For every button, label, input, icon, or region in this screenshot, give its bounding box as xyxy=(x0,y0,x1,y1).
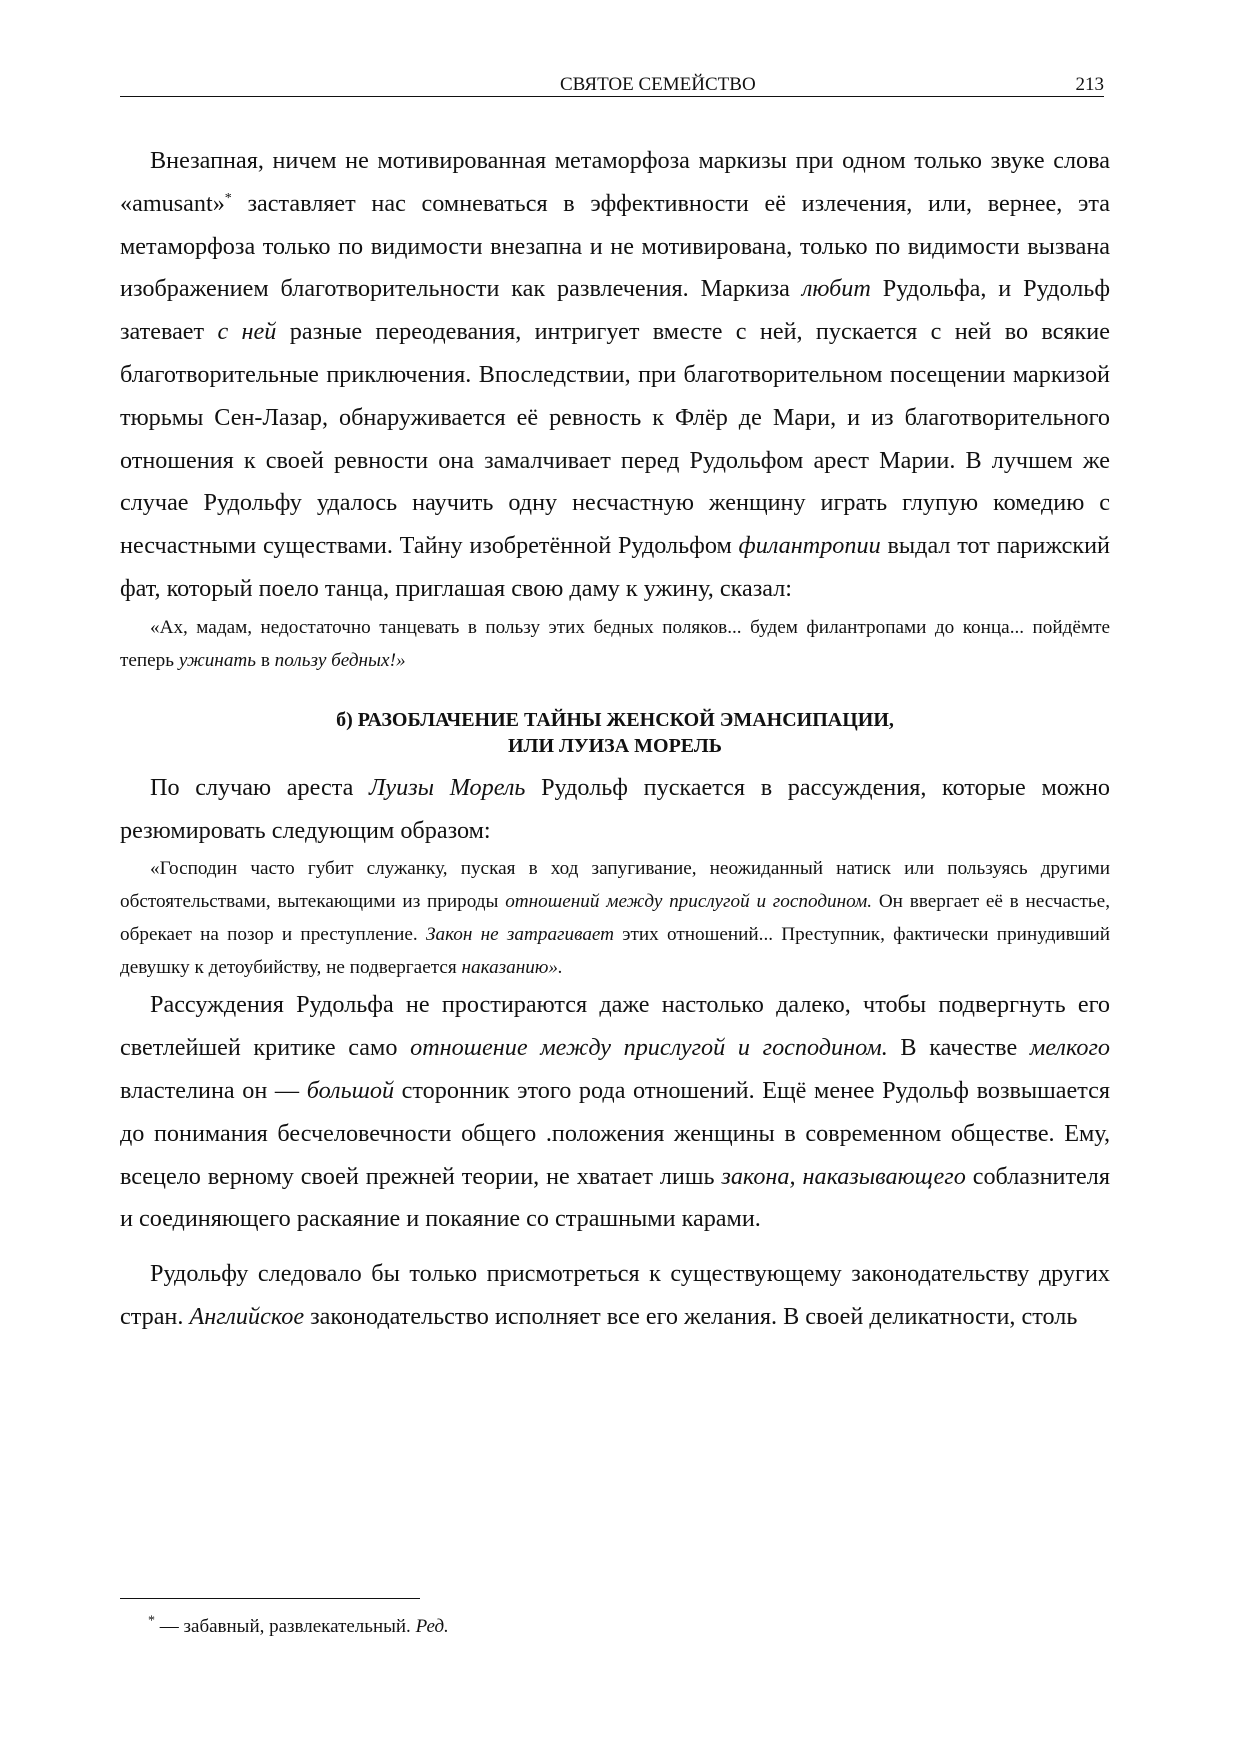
paragraph-1-text-4: разные переодевания, интригует вместе с ней, пускается с ней во всякие благотворительные приключения. Впоследствии, при благотворительном посещении маркизой тюрьмы Сен-Лазар, обнаруживается её ревность к Флёр де Мари, и из благотворительного отношения к своей ревности она замалчивает перед Рудольфом арест Марии. В лучшем же случае Рудольфу удалось научить одну несчастную женщину играть глупую комедию с несчастными существами. Тайну изобретённой Рудольфом xyxy=(120,318,1110,560)
footnote-mark: * xyxy=(148,1613,155,1629)
paragraph-1-italic-1: любит xyxy=(801,275,871,303)
page-number: 213 xyxy=(1075,74,1104,95)
paragraph-1 xyxy=(120,140,1110,611)
paragraph-3-text-2: В качестве xyxy=(887,1034,1030,1062)
paragraph-4 xyxy=(120,1253,1110,1339)
footnote-reference: * xyxy=(224,190,232,206)
paragraph-4-italic-1: Английское xyxy=(189,1302,305,1330)
paragraph-4-text-1: Рудольфу следовало бы только присмотреться к существующему законодательству других стран. xyxy=(120,1260,1110,1330)
paragraph-3-text-1: Рассуждения Рудольфа не простираются даже настолько далеко, чтобы подвергнуть его светлейшей критике само xyxy=(120,991,1110,1062)
paragraph-1-text-3: Рудольфа, и Рудольф затевает xyxy=(120,275,1111,346)
paragraph-3-text-5: соблазнителя и соединяющего раскаяние и покаяние со страшными карами. xyxy=(120,1162,1110,1233)
quotation-2-text-3: этих отношений... Преступник, фактически принудивший девушку к детоубийству, не подвергается xyxy=(120,924,1110,979)
quotation-2-text-1: «Господин часто губит служанку, пуская в ход запугивание, неожиданный натиск или пользуясь другими обстоятельствами, вытекающими из природы xyxy=(120,858,1110,913)
paragraph-2-text-2: Рудольф пускается в рассуждения, которые можно резюмировать следующим образом: xyxy=(120,773,1111,844)
quotation-1-text-1: «Ах, мадам, недостаточно танцевать в пользу этих бедных поляков... будем филантропами до конца... пойдёмте теперь xyxy=(120,616,1110,671)
paragraph-3 xyxy=(120,984,1110,1241)
quotation-1-text-2: в xyxy=(256,649,275,671)
paragraph-3-italic-3: большой xyxy=(306,1076,395,1104)
paragraph-3-italic-2: мелкого xyxy=(1029,1034,1110,1062)
paragraph-3-italic-4: закона, наказывающего xyxy=(721,1162,966,1190)
paragraph-3-italic-1: отношение между прислугой и господином. xyxy=(410,1034,888,1062)
running-header xyxy=(120,74,1104,97)
paragraph-1-text-1: Внезапная, ничем не мотивированная метаморфоза маркизы при одном только звуке слова «amusant» xyxy=(120,147,1110,217)
quotation-2-text-2: Он ввергает её в несчастье, обрекает на позор и преступление. xyxy=(120,891,1110,946)
paragraph-1-text-5: выдал тот парижский фат, который поело танца, приглашая свою даму к ужину, сказал: xyxy=(120,532,1110,602)
paragraph-1-italic-2: с ней xyxy=(217,318,277,346)
footnote-text: — забавный, развлекательный. xyxy=(155,1616,416,1637)
page-body xyxy=(120,140,1110,1339)
quotation-1-italic-2: пользу бедных!» xyxy=(274,649,406,671)
quotation-1-italic-1: ужинать xyxy=(178,649,257,671)
section-heading-line-2: ИЛИ ЛУИЗА МОРЕЛЬ xyxy=(507,734,722,757)
section-heading xyxy=(120,707,1110,759)
paragraph-3-text-3: властелина он — xyxy=(120,1076,307,1104)
paragraph-1-italic-3: филантропии xyxy=(738,532,881,560)
footnote xyxy=(148,1613,449,1638)
paragraph-3-text-4: сторонник этого рода отношений. Ещё менее Рудольф возвышается до понимания бесчеловечности общего .положения женщины в современном обществе. Ему, всецело верному своей прежней теории, не хватает лишь xyxy=(120,1076,1110,1190)
quotation-1 xyxy=(120,611,1110,677)
footnote-separator xyxy=(120,1598,420,1599)
section-heading-line-1: б) РАЗОБЛАЧЕНИЕ ТАЙНЫ ЖЕНСКОЙ ЭМАНСИПАЦИИ, xyxy=(336,708,894,731)
quotation-2-italic-2: Закон не затрагивает xyxy=(425,924,615,946)
paragraph-2-italic-1: Луизы Морель xyxy=(369,773,526,801)
quotation-2-italic-3: наказанию». xyxy=(461,957,563,979)
footnote-editor-note: Ред. xyxy=(415,1616,449,1637)
paragraph-4-text-2: законодательство исполняет все его желания. В своей деликатности, столь xyxy=(304,1302,1078,1330)
quotation-2 xyxy=(120,852,1110,984)
running-title: СВЯТОЕ СЕМЕЙСТВО xyxy=(560,74,756,95)
paragraph-2-text-1: По случаю ареста xyxy=(150,773,369,801)
paragraph-2 xyxy=(120,767,1110,853)
paragraph-1-text-2: заставляет нас сомневаться в эффективности её излечения, или, вернее, эта метаморфоза только по видимости внезапна и не мотивирована, только по видимости вызвана изображением благотворительности как развлечения. Маркиза xyxy=(120,189,1110,303)
quotation-2-italic-1: отношений между прислугой и господином. xyxy=(505,891,873,913)
